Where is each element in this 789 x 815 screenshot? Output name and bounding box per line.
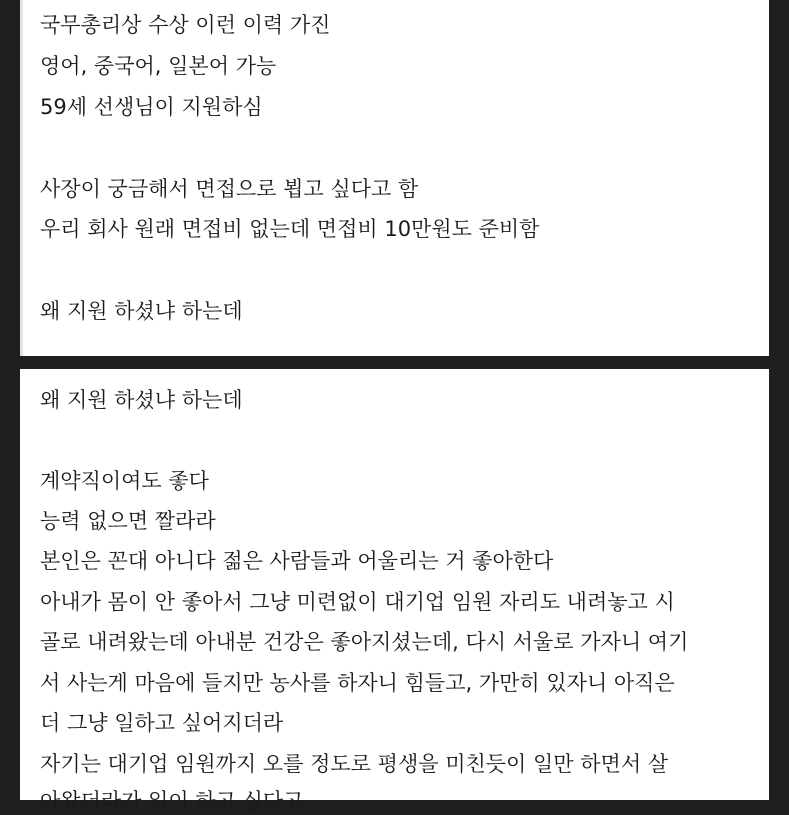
text-line: 영어, 중국어, 일본어 가능 bbox=[40, 54, 277, 78]
text-line: 본인은 꼰대 아니다 젊은 사람들과 어울리는 거 좋아한다 bbox=[40, 549, 554, 573]
text-line: 능력 없으면 짤라라 bbox=[40, 509, 216, 533]
text-line: 골로 내려왔는데 아내분 건강은 좋아지셨는데, 다시 서울로 가자니 여기 bbox=[40, 630, 689, 654]
post-excerpt-lower bbox=[20, 369, 769, 813]
text-line: 국무총리상 수상 이런 이력 가진 bbox=[40, 13, 331, 37]
post-excerpt-upper bbox=[20, 0, 769, 356]
text-line: 서 사는게 마음에 들지만 농사를 하자니 힘들고, 가만히 있자니 아직은 bbox=[40, 671, 675, 695]
text-line: 자기는 대기업 임원까지 오를 정도로 평생을 미친듯이 일만 하면서 살 bbox=[40, 752, 669, 776]
quote-accent-bar bbox=[20, 0, 23, 356]
text-line: 계약직이여도 좋다 bbox=[40, 469, 209, 493]
text-line: 더 그냥 일하고 싶어지더라 bbox=[40, 711, 284, 735]
text-line: 아왔더라가 일이 하고 싶다고 bbox=[40, 789, 304, 813]
text-line: 59세 선생님이 지원하심 bbox=[40, 95, 263, 119]
text-line: 우리 회사 원래 면접비 없는데 면접비 10만원도 준비함 bbox=[40, 217, 540, 241]
text-line: 아내가 몸이 안 좋아서 그냥 미련없이 대기업 임원 자리도 내려놓고 시 bbox=[40, 590, 675, 614]
text-line: 왜 지원 하셨냐 하는데 bbox=[40, 299, 243, 323]
text-line: 사장이 궁금해서 면접으로 뵙고 싶다고 함 bbox=[40, 177, 419, 201]
text-line: 왜 지원 하셨냐 하는데 bbox=[40, 388, 243, 412]
